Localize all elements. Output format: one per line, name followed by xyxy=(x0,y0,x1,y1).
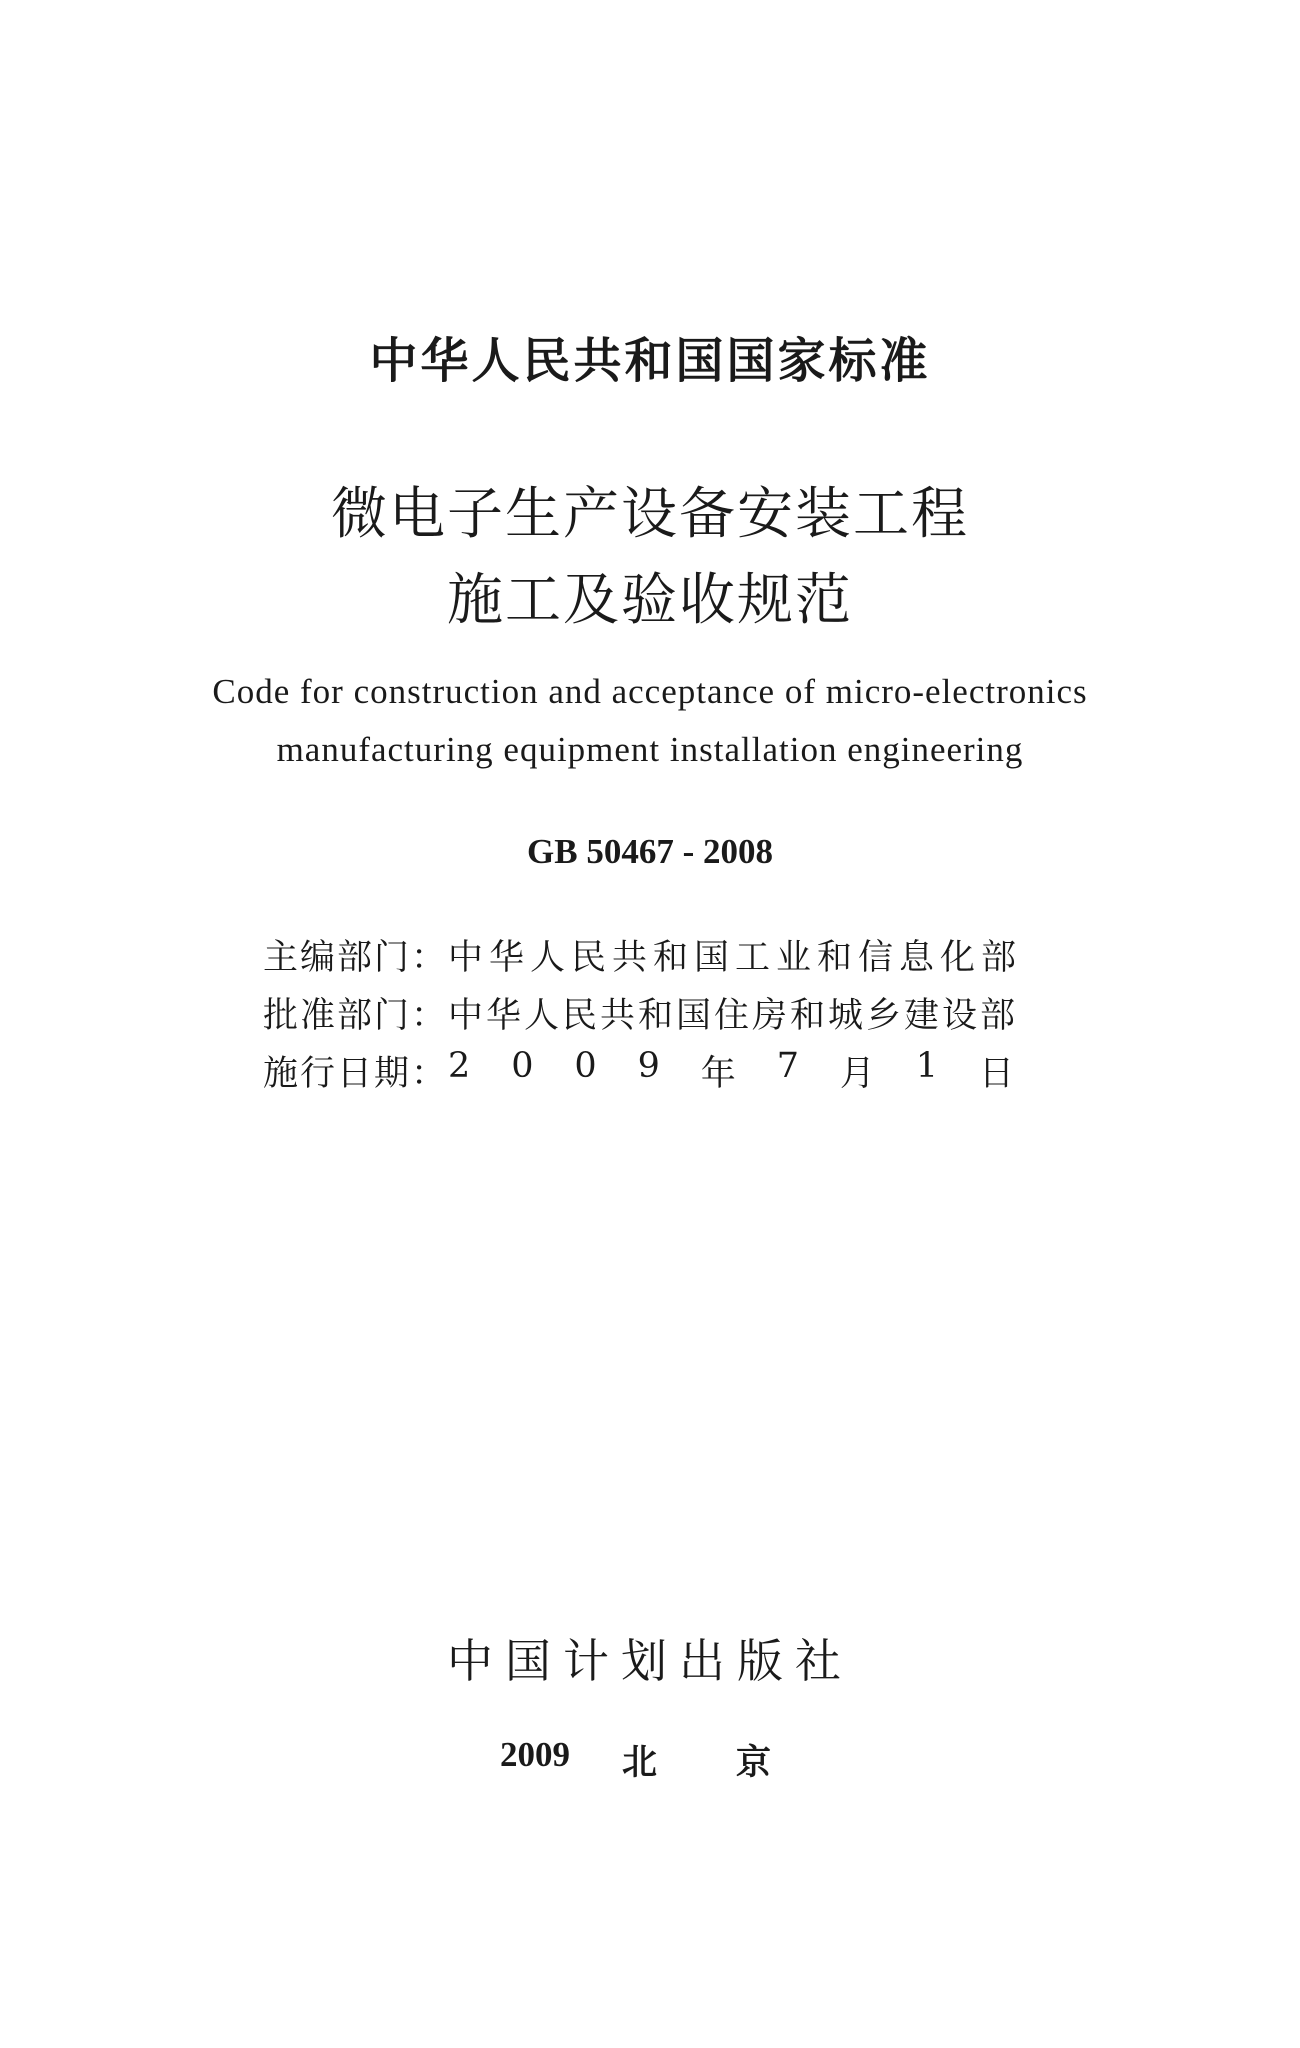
approver-value: 中华人民共和国住房和城乡建设部 xyxy=(448,996,1019,1036)
date-char: 日 xyxy=(978,1054,1014,1094)
standard-series-heading: 中华人民共和国国家标准 xyxy=(369,333,931,389)
effective-date-row xyxy=(263,1046,1023,1096)
chief-editor-row xyxy=(263,930,1023,980)
standard-code: GB 50467 - 2008 xyxy=(527,832,773,871)
english-title-line-2: manufacturing equipment installation engineering xyxy=(276,730,1024,769)
date-char: 月 xyxy=(839,1054,875,1094)
date-char: 年 xyxy=(700,1054,736,1094)
date-char: 7 xyxy=(776,1046,799,1086)
publisher-name: 中国计划出版社 xyxy=(447,1634,853,1688)
imprint-city-char-2: 京 xyxy=(736,1743,772,1783)
approver-label: 批准部门： xyxy=(263,996,449,1036)
date-char: 0 xyxy=(574,1046,597,1086)
english-title-line-1: Code for construction and acceptance of micro-electronics xyxy=(212,672,1088,711)
chief-editor-label: 主编部门： xyxy=(263,938,449,978)
effective-date-label: 施行日期： xyxy=(263,1054,449,1094)
date-char: 0 xyxy=(511,1046,534,1086)
document-title-line-2: 施工及验收规范 xyxy=(447,568,853,633)
date-char: 9 xyxy=(637,1046,660,1086)
document-title-line-1: 微电子生产设备安装工程 xyxy=(331,482,969,547)
effective-date-value xyxy=(448,1046,1014,1096)
date-char: 1 xyxy=(915,1046,939,1086)
imprint-year: 2009 xyxy=(500,1735,570,1774)
date-char: 2 xyxy=(448,1046,471,1086)
imprint-city-char-1: 北 xyxy=(622,1743,658,1783)
approver-row xyxy=(263,988,1023,1038)
chief-editor-value: 中华人民共和国工业和信息化部 xyxy=(448,938,1023,978)
